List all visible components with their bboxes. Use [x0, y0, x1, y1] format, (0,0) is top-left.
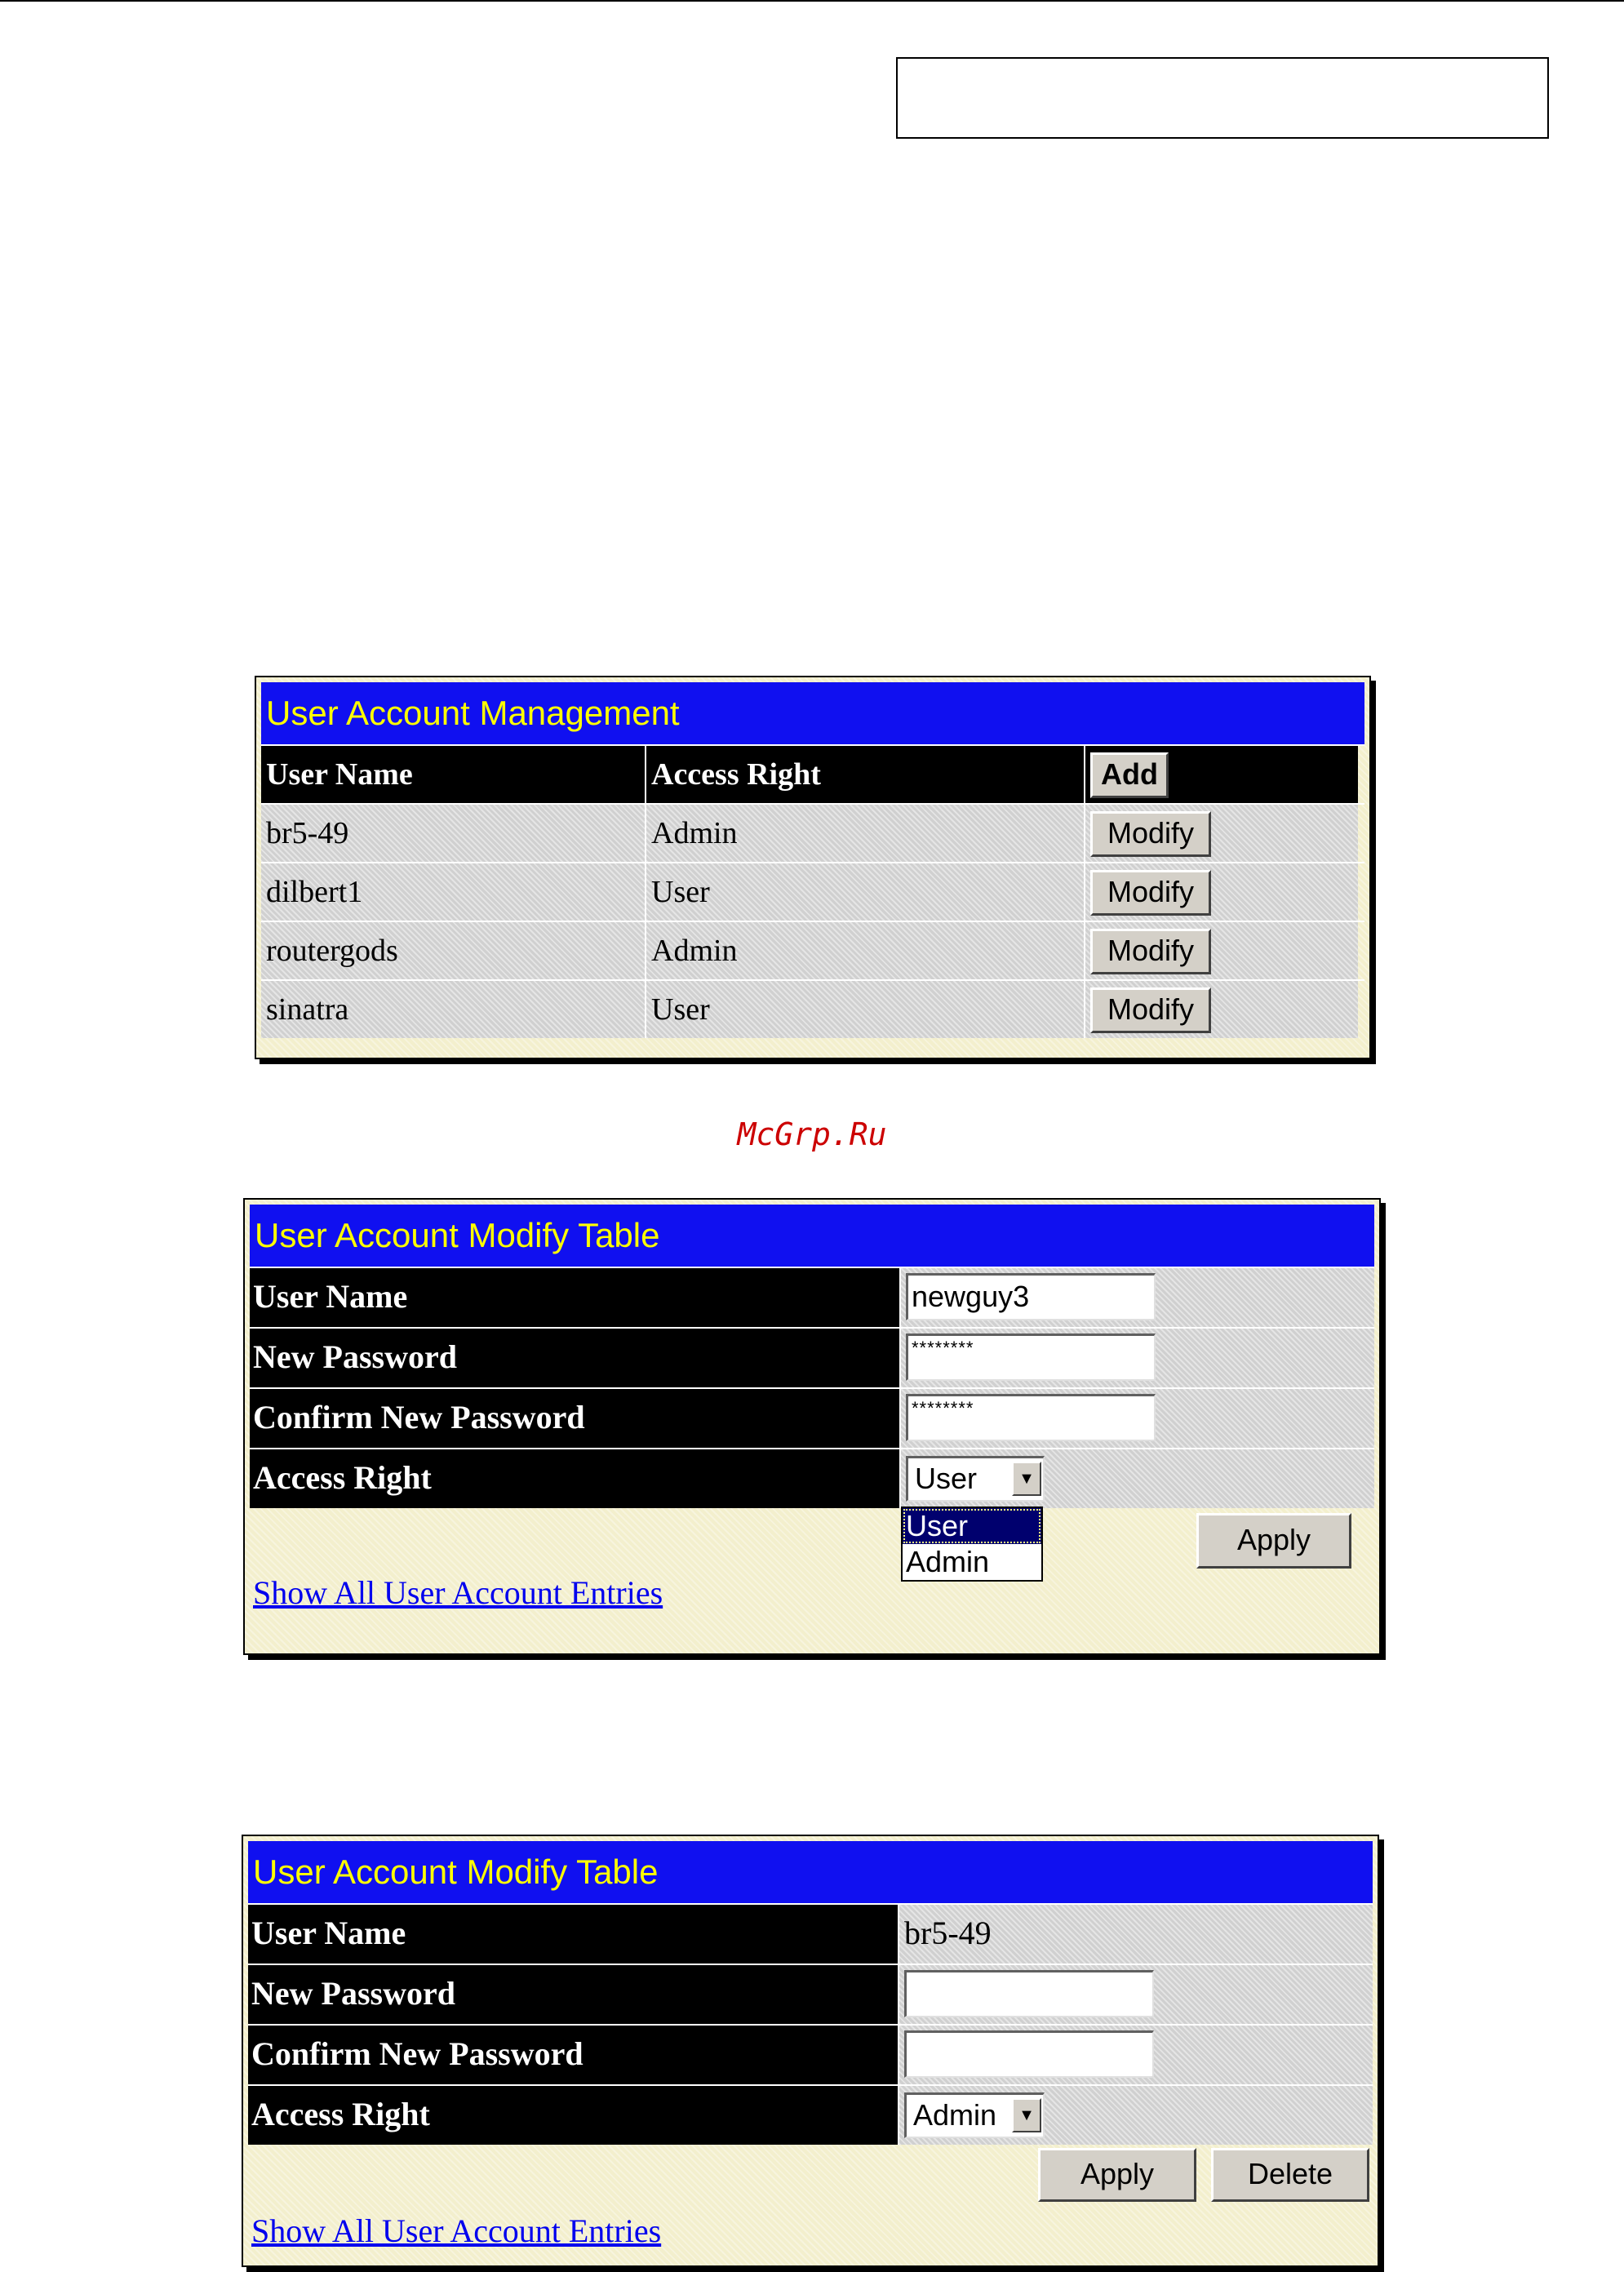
page-top-rule [0, 0, 1624, 2]
modify-button[interactable]: Modify [1090, 987, 1211, 1033]
form-row-new-password [248, 1964, 1373, 2024]
new-password-input[interactable]: ******** [906, 1333, 1156, 1381]
user-account-modify-panel-existing [242, 1835, 1379, 2267]
field-value-cell [899, 1329, 1374, 1387]
field-value-cell [898, 1965, 1373, 2024]
field-label: User Name [250, 1268, 899, 1327]
panel-title: User Account Management [261, 682, 1364, 744]
action-cell [1084, 981, 1358, 1038]
watermark-text: McGrp.Ru [737, 1116, 887, 1152]
add-button[interactable]: Add [1090, 752, 1169, 798]
apply-button[interactable]: Apply [1196, 1513, 1351, 1569]
table-header-row [261, 744, 1364, 803]
field-label: Access Right [248, 2086, 898, 2145]
delete-button[interactable]: Delete [1211, 2148, 1369, 2202]
column-header-user-name: User Name [261, 746, 645, 803]
table-row [261, 979, 1364, 1038]
field-label: Confirm New Password [248, 2026, 898, 2084]
user-name-cell: sinatra [261, 981, 645, 1038]
table-row [261, 803, 1364, 862]
field-value-cell [899, 1389, 1374, 1448]
confirm-password-input[interactable] [904, 2030, 1154, 2078]
field-label: New Password [248, 1965, 898, 2024]
modify-button[interactable]: Modify [1090, 870, 1211, 916]
select-value: Admin [913, 2098, 997, 2132]
table-row [261, 862, 1364, 921]
new-password-input[interactable] [904, 1970, 1154, 2017]
field-label: New Password [250, 1329, 899, 1387]
access-right-dropdown-list [901, 1507, 1043, 1582]
access-right-cell: User [645, 981, 1084, 1038]
column-header-action [1084, 746, 1358, 803]
user-name-cell: routergods [261, 922, 645, 979]
user-name-input[interactable]: newguy3 [906, 1273, 1156, 1320]
show-all-entries-link[interactable]: Show All User Account Entries [253, 1574, 663, 1611]
panel-title: User Account Modify Table [250, 1205, 1374, 1267]
access-right-cell: Admin [645, 805, 1084, 862]
user-name-value: br5-49 [904, 1915, 992, 1951]
field-value-cell [898, 2026, 1373, 2084]
access-right-select[interactable] [906, 1456, 1045, 1502]
access-right-select[interactable] [904, 2092, 1045, 2138]
field-value-cell [899, 1449, 1374, 1508]
field-label: User Name [248, 1905, 898, 1964]
apply-button[interactable]: Apply [1038, 2148, 1196, 2202]
show-all-entries-link[interactable]: Show All User Account Entries [251, 2212, 662, 2249]
field-value-cell [899, 1268, 1374, 1327]
form-row-confirm-password [248, 2024, 1373, 2084]
column-header-access-right: Access Right [645, 746, 1084, 803]
header-box [896, 57, 1549, 139]
field-value-cell [898, 2086, 1373, 2145]
field-label: Confirm New Password [250, 1389, 899, 1448]
panel-title: User Account Modify Table [248, 1841, 1373, 1903]
field-label: Access Right [250, 1449, 899, 1508]
action-cell [1084, 922, 1358, 979]
form-row-confirm-password [250, 1387, 1374, 1448]
field-value-cell [898, 1905, 1373, 1964]
table-row [261, 921, 1364, 979]
access-right-cell: Admin [645, 922, 1084, 979]
user-name-cell: dilbert1 [261, 863, 645, 921]
chevron-down-icon[interactable]: ▼ [1012, 2098, 1041, 2132]
form-row-user-name [250, 1267, 1374, 1327]
select-value: User [915, 1462, 978, 1495]
modify-button[interactable]: Modify [1090, 929, 1211, 974]
form-row-new-password [250, 1327, 1374, 1387]
action-cell [1084, 805, 1358, 862]
form-row-access-right [250, 1448, 1374, 1508]
modify-button[interactable]: Modify [1090, 811, 1211, 857]
dropdown-option-user[interactable]: User [903, 1508, 1041, 1544]
chevron-down-icon[interactable]: ▼ [1012, 1462, 1041, 1496]
user-name-cell: br5-49 [261, 805, 645, 862]
confirm-password-input[interactable]: ******** [906, 1394, 1156, 1441]
user-account-management-panel [255, 676, 1371, 1059]
action-cell [1084, 863, 1358, 921]
access-right-cell: User [645, 863, 1084, 921]
dropdown-option-admin[interactable]: Admin [906, 1545, 990, 1578]
form-row-access-right [248, 2084, 1373, 2145]
form-row-user-name [248, 1903, 1373, 1964]
